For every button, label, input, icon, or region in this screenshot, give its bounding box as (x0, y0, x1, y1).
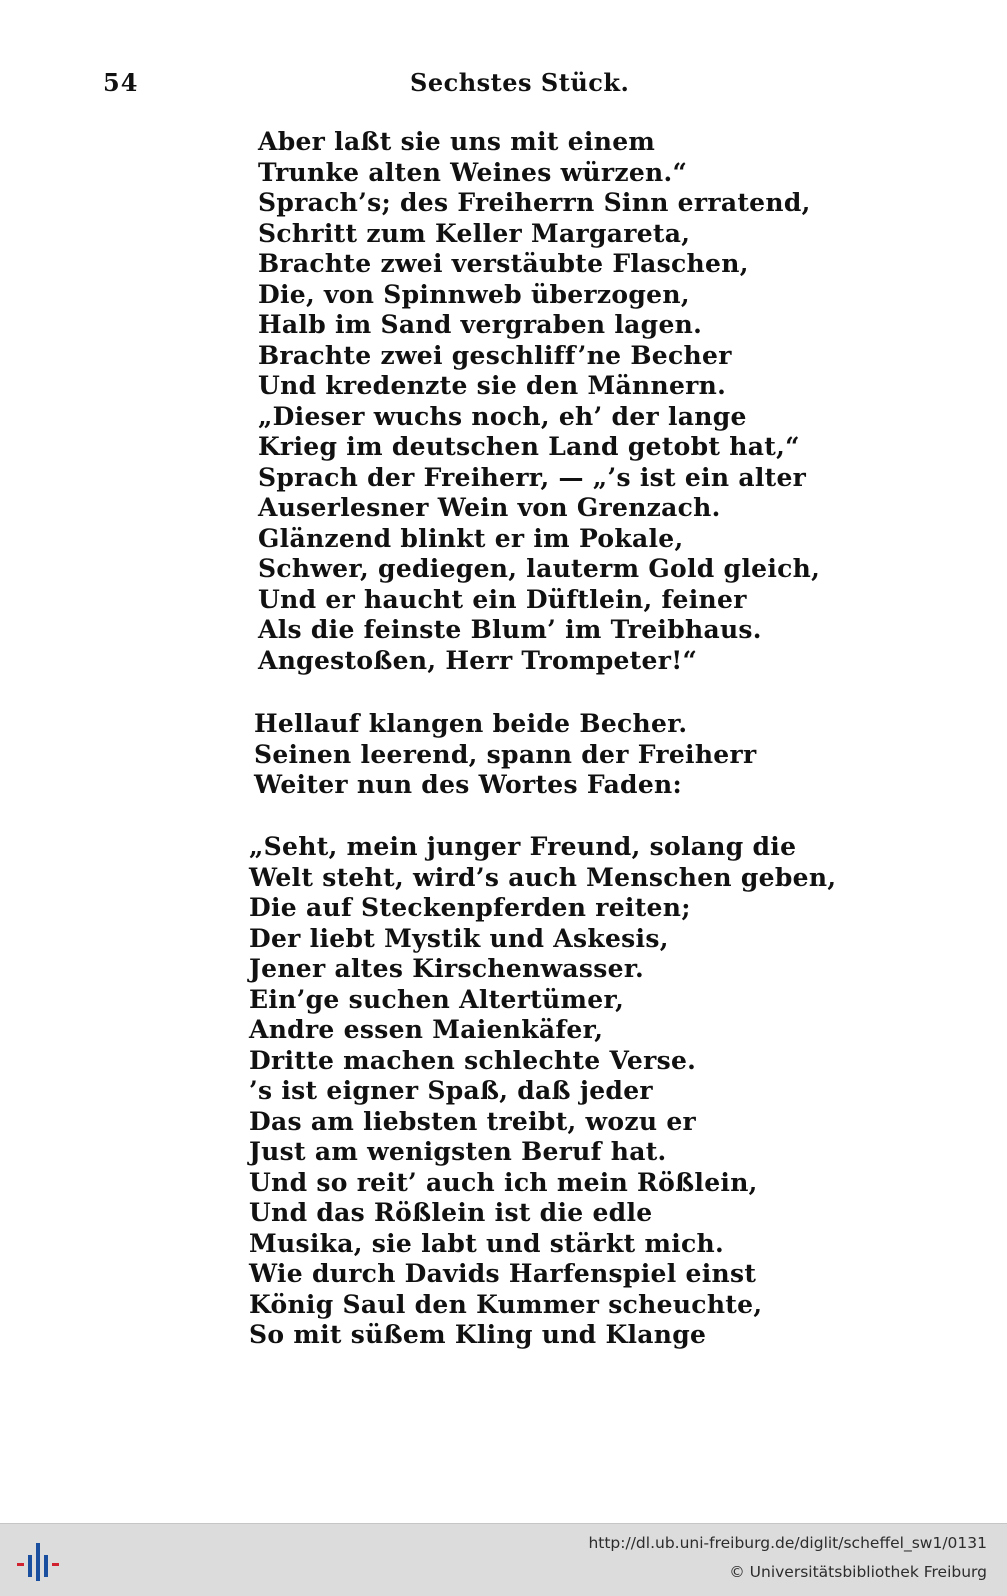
verse-line: Schwer, gediegen, lauterm Gold gleich, (258, 554, 821, 583)
verse-line: ’s ist eigner Spaß, daß jeder (249, 1076, 653, 1105)
verse-line: Wie durch Davids Harfenspiel einst (249, 1259, 757, 1288)
page-number: 54 (103, 68, 139, 97)
verse-line: Auserlesner Wein von Grenzach. (258, 493, 721, 522)
source-url-link[interactable]: http://dl.ub.uni-freiburg.de/diglit/scheffel_sw1/0131 (588, 1534, 987, 1552)
stanza-2 (254, 709, 756, 801)
library-logo-icon (14, 1541, 64, 1583)
verse-line: Dritte machen schlechte Verse. (249, 1045, 697, 1075)
verse-line: Schritt zum Keller Margareta, (258, 218, 691, 248)
viewer-footer (0, 1523, 1007, 1596)
verse-line: Und das Rößlein ist die edle (249, 1198, 653, 1227)
verse-line: Brachte zwei verstäubte Flaschen, (258, 249, 749, 278)
verse-line: Und kredenzte sie den Männern. (258, 371, 727, 400)
verse-line: Halb im Sand vergraben lagen. (258, 310, 703, 339)
verse-line: Der liebt Mystik und Askesis, (249, 923, 669, 953)
copyright-notice: © Universitätsbibliothek Freiburg (729, 1563, 987, 1581)
stanza-1 (258, 127, 820, 676)
verse-line: Andre essen Maienkäfer, (249, 1015, 604, 1044)
verse-line: König Saul den Kummer scheuchte, (249, 1289, 763, 1319)
verse-line: Angestoßen, Herr Trompeter!“ (258, 645, 698, 675)
verse-line: Das am liebsten treibt, wozu er (249, 1106, 697, 1136)
verse-line: Ein’ge suchen Altertümer, (249, 984, 625, 1014)
verse-line: Die auf Steckenpferden reiten; (249, 893, 691, 922)
verse-line: Krieg im deutschen Land getobt hat,“ (258, 432, 800, 461)
verse-line: Brachte zwei geschliff’ne Becher (258, 340, 732, 370)
verse-line: Und so reit’ auch ich mein Rößlein, (249, 1167, 758, 1197)
verse-line: Als die feinste Blum’ im Treibhaus. (258, 615, 762, 644)
verse-line: Weiter nun des Wortes Faden: (254, 770, 683, 799)
verse-line: Und er haucht ein Düftlein, feiner (258, 584, 747, 614)
verse-line: Sprach’s; des Freiherrn Sinn erratend, (258, 188, 811, 217)
verse-line: „Dieser wuchs noch, eh’ der lange (258, 401, 747, 431)
stanza-3 (249, 832, 836, 1351)
verse-line: Musika, sie labt und stärkt mich. (249, 1228, 725, 1258)
verse-line: Seinen leerend, spann der Freiherr (254, 739, 757, 769)
verse-line: Glänzend blinkt er im Pokale, (258, 523, 684, 553)
verse-line: Aber laßt sie uns mit einem (258, 127, 656, 156)
running-head: Sechstes Stück. (410, 68, 630, 97)
verse-line: Jener altes Kirschenwasser. (249, 954, 645, 983)
verse-line: So mit süßem Kling und Klange (249, 1320, 707, 1349)
verse-line: Trunke alten Weines würzen.“ (258, 157, 688, 187)
verse-line: „Seht, mein junger Freund, solang die (249, 832, 797, 861)
verse-line: Just am wenigsten Beruf hat. (249, 1137, 667, 1166)
verse-line: Die, von Spinnweb überzogen, (258, 279, 690, 309)
verse-line: Sprach der Freiherr, — „’s ist ein alter (258, 462, 807, 492)
verse-line: Welt steht, wird’s auch Menschen geben, (249, 862, 837, 892)
verse-line: Hellauf klangen beide Becher. (254, 709, 688, 738)
